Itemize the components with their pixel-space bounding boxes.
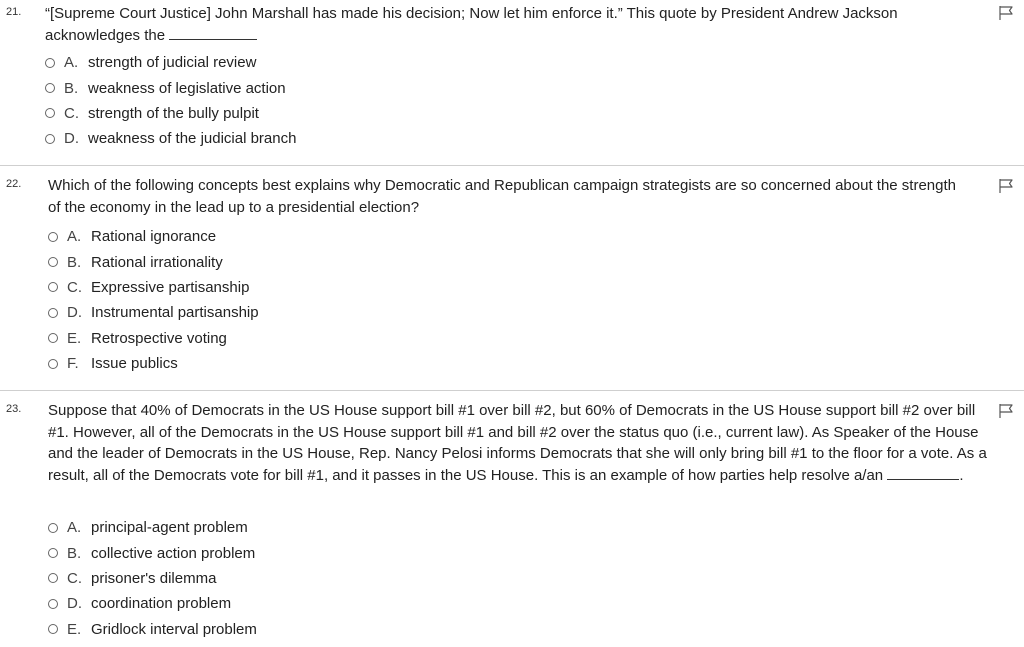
answer-option[interactable]: E. Gridlock interval problem: [48, 617, 257, 642]
radio-icon[interactable]: [48, 257, 58, 267]
answer-option[interactable]: B. Rational irrationality: [48, 249, 259, 274]
question-prompt: Suppose that 40% of Democrats in the US House support bill #1 over bill #2, but 60% of Democrats in the US House support bill #2 over bill #1. However, all of the Democrats in the US House support bill #1 and bill #2 over the status quo (i.e., current law). As Speaker of the House and the leader of Democrats in the US House, Rep. Nancy Pelosi informs Democrats that she will only bring bill #1 to the floor for a vote. As a result, all of the Democrats vote for bill #1, and it passes in the US House. This is an example of how parties help resolve a/an: [48, 402, 987, 484]
answer-option[interactable]: F. Issue publics: [48, 351, 259, 376]
question-prompt: Which of the following concepts best explains why Democratic and Republican campaign strategists are so concerned about the strength of the economy in the lead up to a presidential election?: [48, 177, 956, 216]
answer-option[interactable]: D. Instrumental partisanship: [48, 300, 259, 325]
flag-icon[interactable]: [998, 178, 1014, 194]
question-divider: [0, 390, 1024, 391]
answer-option[interactable]: B. weakness of legislative action: [45, 75, 296, 100]
answer-option[interactable]: A. principal-agent problem: [48, 515, 257, 540]
answer-option[interactable]: A. Rational ignorance: [48, 224, 259, 249]
radio-icon[interactable]: [48, 359, 58, 369]
radio-icon[interactable]: [48, 333, 58, 343]
question-number: 23.: [6, 403, 22, 415]
radio-icon[interactable]: [45, 83, 55, 93]
question-prompt-end: .: [959, 466, 964, 484]
question-text: [48, 400, 988, 486]
flag-icon[interactable]: [998, 5, 1014, 21]
radio-icon[interactable]: [48, 548, 58, 558]
question-number: 22.: [6, 178, 22, 190]
answer-options: [48, 515, 257, 642]
answer-option[interactable]: D. coordination problem: [48, 591, 257, 616]
radio-icon[interactable]: [48, 599, 58, 609]
answer-blank: [169, 25, 257, 40]
radio-icon[interactable]: [45, 134, 55, 144]
question-text: [48, 175, 968, 218]
radio-icon[interactable]: [48, 523, 58, 533]
question-divider: [0, 165, 1024, 166]
radio-icon[interactable]: [48, 624, 58, 634]
radio-icon[interactable]: [45, 58, 55, 68]
answer-option[interactable]: E. Retrospective voting: [48, 326, 259, 351]
radio-icon[interactable]: [48, 308, 58, 318]
question-prompt: “[Supreme Court Justice] John Marshall has made his decision; Now let him enforce it.” This quote by President Andrew Jackson acknowledges the: [45, 5, 898, 44]
answer-option[interactable]: C. strength of the bully pulpit: [45, 101, 296, 126]
flag-icon[interactable]: [998, 403, 1014, 419]
question-number: 21.: [6, 6, 22, 18]
answer-blank: [887, 465, 959, 480]
answer-option[interactable]: B. collective action problem: [48, 540, 257, 565]
answer-option[interactable]: A. strength of judicial review: [45, 50, 296, 75]
radio-icon[interactable]: [48, 573, 58, 583]
question-text: [45, 3, 965, 46]
answer-options: [48, 224, 259, 376]
answer-options: [45, 50, 296, 152]
answer-option[interactable]: C. Expressive partisanship: [48, 275, 259, 300]
answer-option[interactable]: C. prisoner's dilemma: [48, 566, 257, 591]
radio-icon[interactable]: [45, 108, 55, 118]
answer-option[interactable]: D. weakness of the judicial branch: [45, 126, 296, 151]
radio-icon[interactable]: [48, 282, 58, 292]
radio-icon[interactable]: [48, 232, 58, 242]
